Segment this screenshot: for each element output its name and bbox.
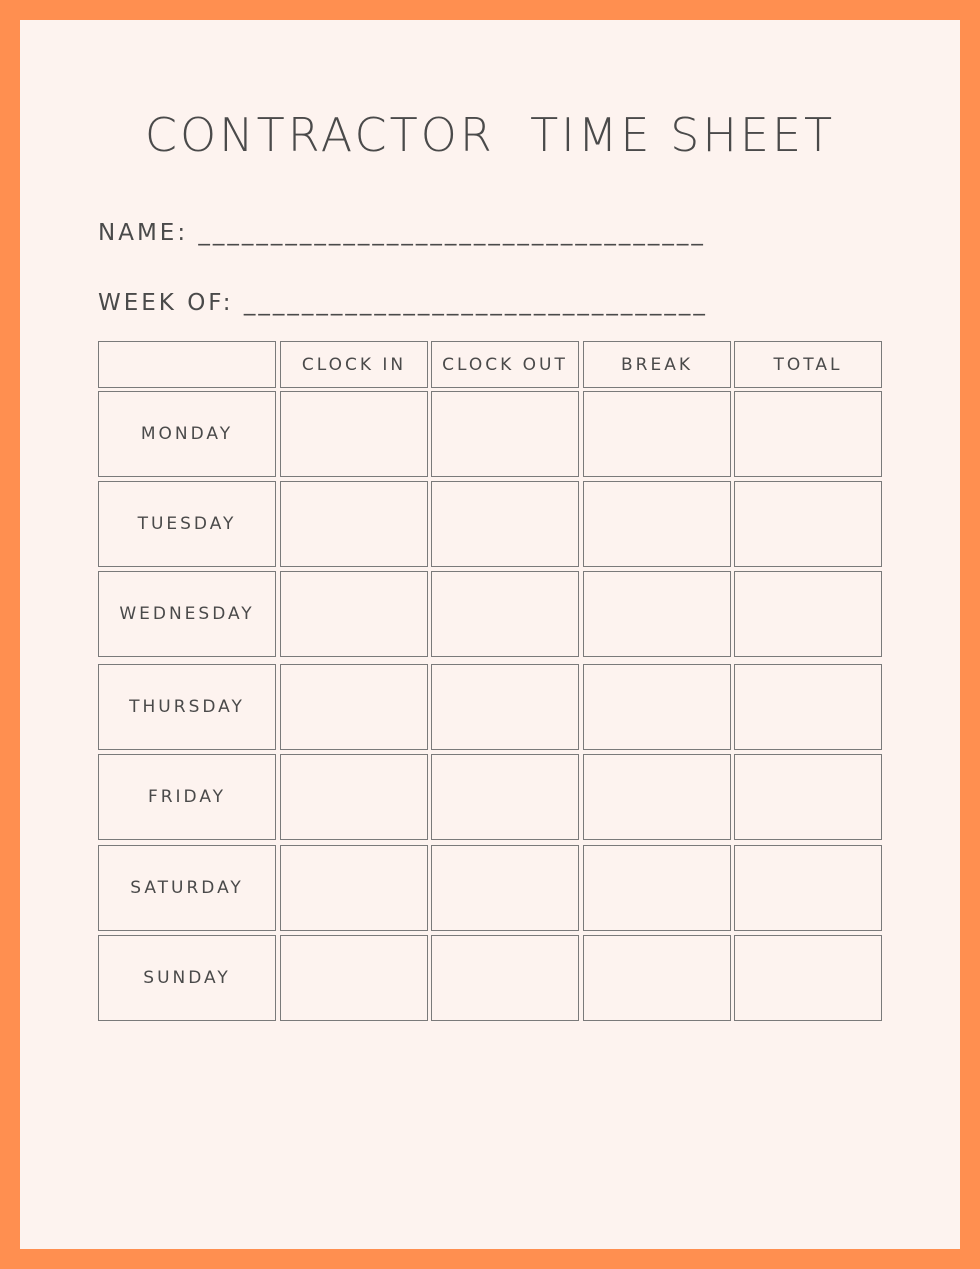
entry-cell-monday-clock-out[interactable]	[431, 391, 579, 477]
entry-cell-wednesday-clock-out[interactable]	[431, 571, 579, 657]
entry-cell-saturday-total[interactable]	[734, 845, 882, 931]
column-header-break	[583, 341, 731, 388]
entry-cell-sunday-clock-out[interactable]	[431, 935, 579, 1021]
row-label-saturday	[98, 845, 276, 931]
column-header-clock-out-label: CLOCK OUT	[442, 354, 568, 375]
row-label-tuesday-label: TUESDAY	[137, 514, 237, 534]
column-header-clock-in	[280, 341, 428, 388]
row-label-friday	[98, 754, 276, 840]
entry-cell-wednesday-break[interactable]	[583, 571, 731, 657]
time-sheet-page	[20, 20, 960, 1249]
entry-cell-tuesday-clock-in[interactable]	[280, 481, 428, 567]
name-label: NAME:	[98, 220, 189, 246]
row-label-tuesday	[98, 481, 276, 567]
week-of-blank-line[interactable]: ________________________________	[243, 290, 708, 316]
name-blank-line[interactable]: ___________________________________	[198, 220, 706, 246]
entry-cell-tuesday-total[interactable]	[734, 481, 882, 567]
column-header-total	[734, 341, 882, 388]
entry-cell-wednesday-clock-in[interactable]	[280, 571, 428, 657]
column-header-clock-out	[431, 341, 579, 388]
row-label-wednesday-label: WEDNESDAY	[119, 604, 255, 624]
entry-cell-thursday-total[interactable]	[734, 664, 882, 750]
row-label-wednesday	[98, 571, 276, 657]
name-field	[98, 220, 706, 246]
entry-cell-saturday-break[interactable]	[583, 845, 731, 931]
entry-cell-friday-break[interactable]	[583, 754, 731, 840]
entry-cell-sunday-total[interactable]	[734, 935, 882, 1021]
row-label-thursday	[98, 664, 276, 750]
entry-cell-thursday-break[interactable]	[583, 664, 731, 750]
column-header-clock-in-label: CLOCK IN	[301, 354, 407, 375]
row-label-monday-label: MONDAY	[140, 424, 234, 444]
entry-cell-thursday-clock-out[interactable]	[431, 664, 579, 750]
row-label-monday	[98, 391, 276, 477]
page-title: CONTRACTOR TIME SHEET	[144, 108, 836, 162]
entry-cell-tuesday-clock-out[interactable]	[431, 481, 579, 567]
entry-cell-monday-break[interactable]	[583, 391, 731, 477]
column-header-break-label: BREAK	[621, 354, 693, 375]
entry-cell-saturday-clock-out[interactable]	[431, 845, 579, 931]
entry-cell-friday-clock-in[interactable]	[280, 754, 428, 840]
week-of-label: WEEK OF:	[98, 290, 234, 316]
row-label-sunday-label: SUNDAY	[143, 968, 231, 988]
table-corner-cell	[98, 341, 276, 388]
entry-cell-monday-total[interactable]	[734, 391, 882, 477]
entry-cell-saturday-clock-in[interactable]	[280, 845, 428, 931]
week-of-field	[98, 290, 708, 316]
row-label-thursday-label: THURSDAY	[129, 697, 245, 717]
column-header-total-label: TOTAL	[773, 354, 843, 375]
entry-cell-sunday-break[interactable]	[583, 935, 731, 1021]
row-label-saturday-label: SATURDAY	[130, 878, 244, 898]
row-label-sunday	[98, 935, 276, 1021]
entry-cell-thursday-clock-in[interactable]	[280, 664, 428, 750]
entry-cell-wednesday-total[interactable]	[734, 571, 882, 657]
entry-cell-tuesday-break[interactable]	[583, 481, 731, 567]
row-label-friday-label: FRIDAY	[147, 787, 227, 807]
entry-cell-friday-total[interactable]	[734, 754, 882, 840]
entry-cell-friday-clock-out[interactable]	[431, 754, 579, 840]
entry-cell-sunday-clock-in[interactable]	[280, 935, 428, 1021]
entry-cell-monday-clock-in[interactable]	[280, 391, 428, 477]
